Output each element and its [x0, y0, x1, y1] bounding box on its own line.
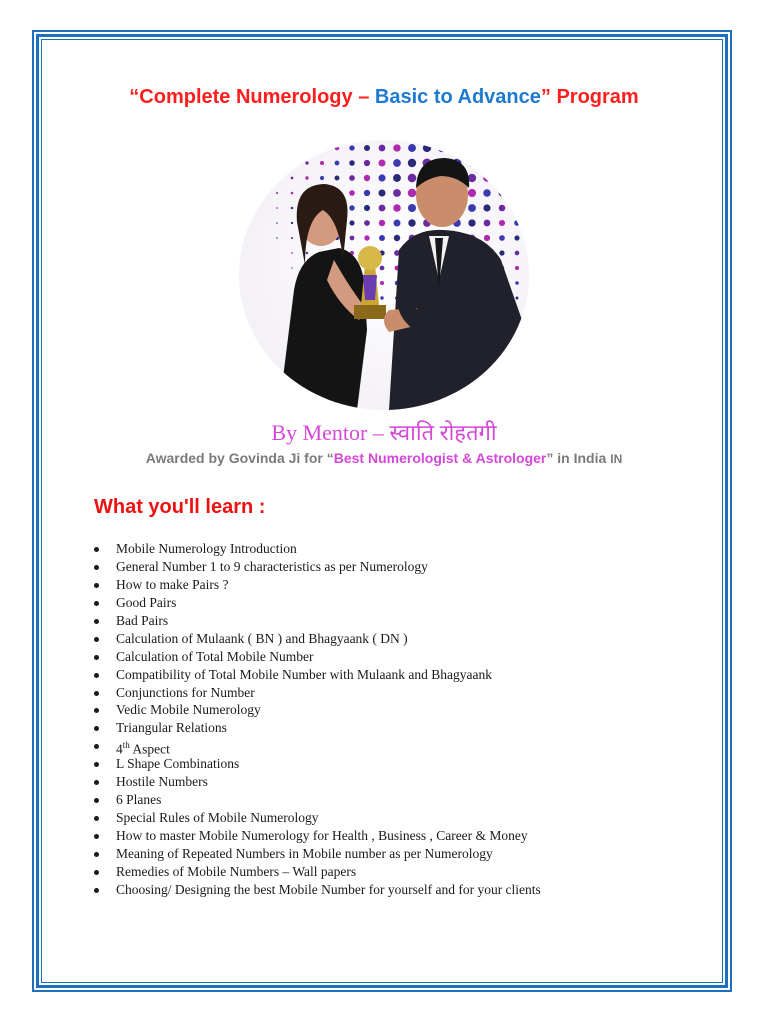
- award-line: [0, 450, 768, 466]
- halftone-dot: [468, 189, 476, 197]
- halftone-dot: [483, 189, 491, 197]
- halftone-dot: [408, 159, 416, 167]
- list-item: Remedies of Mobile Numbers – Wall papers: [92, 863, 541, 881]
- halftone-dot: [393, 174, 401, 182]
- halftone-dot: [320, 176, 324, 180]
- halftone-dot: [335, 176, 340, 181]
- halftone-dot: [320, 161, 324, 165]
- halftone-dot: [350, 236, 355, 241]
- halftone-dot: [379, 145, 386, 152]
- halftone-dot: [380, 281, 384, 285]
- halftone-dot: [379, 205, 386, 212]
- list-item: Meaning of Repeated Numbers in Mobile number as per Numerology: [92, 845, 541, 863]
- halftone-dot: [291, 177, 294, 180]
- list-item: Triangular Relations: [92, 719, 541, 737]
- halftone-dot: [364, 190, 370, 196]
- halftone-dot: [378, 189, 385, 196]
- award-highlight: Best Numerologist & Astrologer: [333, 450, 547, 466]
- halftone-dot: [468, 174, 476, 182]
- halftone-dot: [364, 220, 370, 226]
- halftone-dot: [276, 207, 278, 209]
- list-item: Calculation of Mulaank ( BN ) and Bhagyaank ( DN ): [92, 630, 541, 648]
- halftone-dot: [393, 189, 401, 197]
- halftone-dot: [484, 220, 491, 227]
- halftone-dot: [335, 161, 340, 166]
- halftone-dot: [393, 204, 400, 211]
- halftone-dot: [349, 175, 355, 181]
- halftone-dot: [408, 144, 416, 152]
- list-item: Bad Pairs: [92, 612, 541, 630]
- list-item: Calculation of Total Mobile Number: [92, 648, 541, 666]
- halftone-dot: [276, 192, 278, 194]
- list-item: General Number 1 to 9 characteristics as per Numerology: [92, 558, 541, 576]
- list-item: Special Rules of Mobile Numerology: [92, 809, 541, 827]
- halftone-dot: [364, 235, 369, 240]
- halftone-dot: [484, 235, 490, 241]
- halftone-dot: [305, 176, 308, 179]
- halftone-dot: [393, 159, 401, 167]
- halftone-dot: [394, 235, 400, 241]
- halftone-dot: [349, 220, 354, 225]
- halftone-dot: [364, 145, 370, 151]
- halftone-dot: [364, 205, 370, 211]
- list-item: Compatibility of Total Mobile Number with Mulaank and Bhagyaank: [92, 666, 541, 684]
- halftone-dot: [514, 235, 519, 240]
- halftone-dot: [291, 237, 293, 239]
- list-item: Mobile Numerology Introduction: [92, 540, 541, 558]
- list-item: L Shape Combinations: [92, 755, 541, 773]
- halftone-dot: [483, 204, 490, 211]
- halftone-dot: [276, 222, 278, 224]
- halftone-dot: [499, 250, 504, 255]
- list-item: How to make Pairs ?: [92, 576, 541, 594]
- halftone-dot: [380, 266, 385, 271]
- list-item: Choosing/ Designing the best Mobile Number for yourself and for your clients: [92, 881, 541, 899]
- india-flag-icon: IN: [610, 452, 623, 466]
- learn-heading: What you'll learn :: [94, 496, 266, 518]
- halftone-dot: [379, 235, 385, 241]
- halftone-dot: [393, 144, 400, 151]
- mentor-line: By Mentor – स्वाति रोहतगी: [271, 420, 497, 445]
- halftone-dot: [468, 204, 476, 212]
- halftone-dot: [378, 159, 385, 166]
- title-part-1: “Complete Numerology –: [129, 86, 375, 108]
- halftone-dot: [379, 220, 385, 226]
- halftone-dot: [499, 205, 506, 212]
- halftone-dot: [394, 220, 401, 227]
- halftone-dot: [305, 161, 308, 164]
- halftone-dot: [515, 281, 519, 285]
- halftone-dot: [408, 174, 417, 183]
- halftone-dot: [516, 297, 519, 300]
- halftone-dot: [499, 220, 505, 226]
- halftone-dot: [349, 190, 355, 196]
- award-suffix: ” in India: [546, 450, 607, 466]
- halftone-dot: [306, 252, 308, 254]
- list-item: 6 Planes: [92, 791, 541, 809]
- halftone-dot: [349, 160, 355, 166]
- program-title: [0, 86, 768, 109]
- halftone-dot: [468, 219, 475, 226]
- list-item: Good Pairs: [92, 594, 541, 612]
- halftone-dot: [291, 222, 293, 224]
- title-part-2: Basic to Advance: [374, 86, 541, 108]
- halftone-dot: [515, 266, 519, 270]
- topic-list: [92, 540, 541, 899]
- halftone-dot: [291, 267, 292, 268]
- award-photo: [239, 140, 529, 410]
- list-item: Vedic Mobile Numerology: [92, 701, 541, 719]
- halftone-dot: [408, 189, 417, 198]
- halftone-dot: [349, 145, 354, 150]
- list-item: Hostile Numbers: [92, 773, 541, 791]
- halftone-dot: [276, 237, 277, 238]
- halftone-dot: [408, 219, 415, 226]
- list-item: Conjunctions for Number: [92, 684, 541, 702]
- halftone-dot: [364, 160, 370, 166]
- halftone-dot: [349, 205, 354, 210]
- halftone-dot: [291, 207, 294, 210]
- halftone-dot: [291, 192, 294, 195]
- halftone-dot: [515, 251, 520, 256]
- award-prefix: Awarded by Govinda Ji for “: [145, 450, 334, 466]
- halftone-dot: [380, 296, 383, 299]
- list-item: How to master Mobile Numerology for Health , Business , Career & Money: [92, 827, 541, 845]
- halftone-dot: [364, 175, 370, 181]
- halftone-dot: [408, 204, 416, 212]
- halftone-dot: [378, 174, 385, 181]
- halftone-dot: [499, 235, 505, 241]
- list-item: 4th Aspect: [92, 737, 541, 755]
- halftone-dot: [291, 252, 293, 254]
- title-part-3: ” Program: [540, 86, 639, 108]
